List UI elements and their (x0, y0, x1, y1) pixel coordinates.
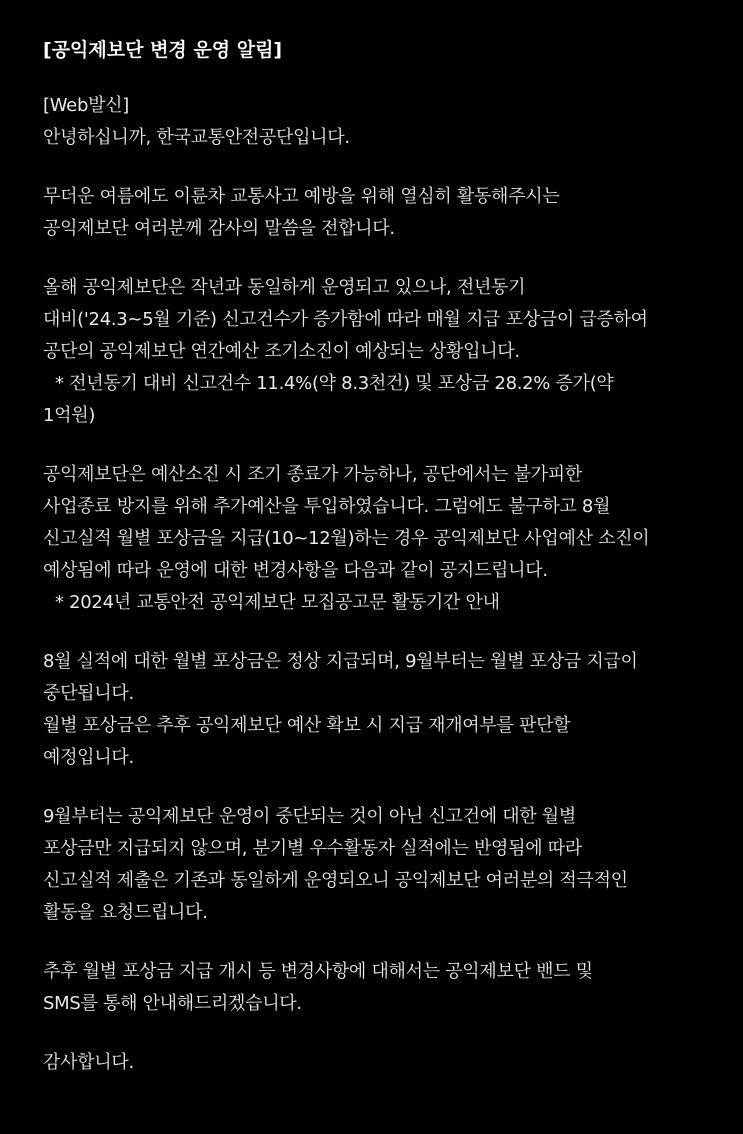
paragraph-greeting (43, 90, 733, 154)
text-line: 공단의 공익제보단 연간예산 조기소진이 예상되는 상황입니다. (43, 341, 520, 362)
paragraph-suspension (43, 646, 733, 774)
text-line: 9월부터는 공익제보단 운영이 중단되는 것이 아닌 신고건에 대한 월별 (43, 806, 576, 827)
text-line: 추후 월별 포상금 지급 개시 등 변경사항에 대해서는 공익제보단 밴드 및 (43, 961, 593, 982)
text-line: SMS를 통해 안내해드리겠습니다. (43, 993, 302, 1014)
text-line: 무더운 여름에도 이륜차 교통사고 예방을 위해 열심히 활동해주시는 (43, 186, 560, 207)
text-line: 안녕하십니까, 한국교통안전공단입니다. (43, 127, 350, 148)
message-title: [공익제보단 변경 운영 알림] (43, 39, 283, 61)
text-line: 중단됩니다. (43, 683, 134, 704)
note-line: * 2024년 교통안전 공익제보단 모집공고문 활동기간 안내 (55, 592, 500, 613)
text-line: 신고실적 제출은 기존과 동일하게 운영되오니 공익제보단 여러분의 적극적인 (43, 870, 628, 891)
note-line: * 전년동기 대비 신고건수 11.4%(약 8.3천건) 및 포상금 28.2% 증가(약 (55, 373, 614, 394)
text-line: 예정입니다. (43, 747, 134, 768)
paragraph-situation (43, 272, 733, 432)
text-line: 감사합니다. (43, 1052, 134, 1073)
text-line: 신고실적 월별 포상금을 지급(10~12월)하는 경우 공익제보단 사업예산 소진이 (43, 528, 650, 549)
paragraph-thanks (43, 181, 733, 245)
text-line: 공익제보단 여러분께 감사의 말씀을 전합니다. (43, 218, 395, 239)
text-line: 대비('24.3~5월 기준) 신고건수가 증가함에 따라 매월 지급 포상금이 급증하여 (43, 309, 648, 330)
paragraph-budget (43, 459, 733, 619)
paragraph-future-notice (43, 956, 733, 1020)
text-line: 공익제보단은 예산소진 시 조기 종료가 가능하나, 공단에서는 불가피한 (43, 464, 582, 485)
text-line: 8월 실적에 대한 월별 포상금은 정상 지급되며, 9월부터는 월별 포상금 지급이 (43, 651, 638, 672)
text-line: [Web발신] (43, 95, 129, 116)
text-line: 월별 포상금은 추후 공익제보단 예산 확보 시 지급 재개여부를 판단할 (43, 715, 571, 736)
paragraph-closing (43, 1047, 733, 1079)
paragraph-request (43, 801, 733, 929)
text-line: 포상금만 지급되지 않으며, 분기별 우수활동자 실적에는 반영됨에 따라 (43, 838, 582, 859)
text-line: 올해 공익제보단은 작년과 동일하게 운영되고 있으나, 전년동기 (43, 277, 526, 298)
text-line: 예상됨에 따라 운영에 대한 변경사항을 다음과 같이 공지드립니다. (43, 560, 548, 581)
text-line: 사업종료 방지를 위해 추가예산을 투입하였습니다. 그럼에도 불구하고 8월 (43, 496, 611, 517)
text-line: 1억원) (43, 405, 96, 426)
text-line: 활동을 요청드립니다. (43, 902, 208, 923)
